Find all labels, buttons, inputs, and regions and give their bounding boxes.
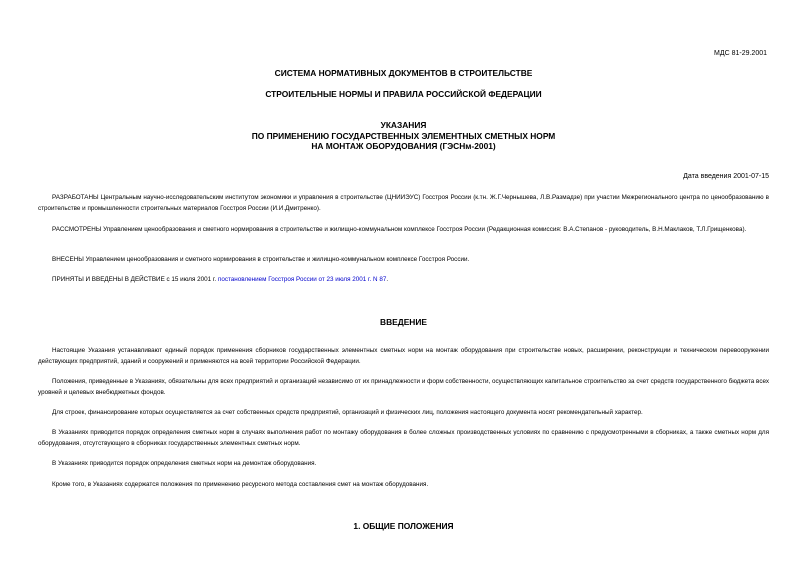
adopted-suffix: . xyxy=(386,276,389,283)
submitted-paragraph: ВНЕСЕНЫ Управлением ценообразования и сметного нормирования в строительстве и жилищно-коммунальном комплексе Госстроя России. xyxy=(52,256,470,263)
reviewed-paragraph: РАССМОТРЕНЫ Управлением ценообразования и сметного нормирования в строительстве и жилищно-коммунальном комплексе Госстроя России (Редакционная комиссия: В.А.Степанов - руководитель, В.Н.Маклаков, Т.Л.Грищенкова). xyxy=(52,226,747,233)
introduction-date: Дата введения 2001-07-15 xyxy=(683,173,769,180)
decree-link[interactable]: постановлением Госстроя России от 23 июля 2001 г. N 87 xyxy=(217,276,387,283)
intro-paragraph: В Указаниях приводится порядок определения сметных норм на демонтаж оборудования. xyxy=(52,460,317,467)
introduction-heading: ВВЕДЕНИЕ xyxy=(380,317,427,327)
intro-paragraph: Для строек, финансирование которых осуществляется за счет собственных средств предприятий, организаций и физических лиц, положения настоящего документа носят рекомендательный характер. xyxy=(52,409,643,416)
document-title xyxy=(0,120,807,152)
intro-paragraph: Кроме того, в Указаниях содержатся положения по применению ресурсного метода составления смет на монтаж оборудования. xyxy=(52,481,429,488)
document-code: МДС 81-29.2001 xyxy=(714,50,767,57)
snip-title: СТРОИТЕЛЬНЫЕ НОРМЫ И ПРАВИЛА РОССИЙСКОЙ ФЕДЕРАЦИИ xyxy=(265,89,542,99)
title-line-3: НА МОНТАЖ ОБОРУДОВАНИЯ (ГЭСНм-2001) xyxy=(311,141,496,151)
system-title: СИСТЕМА НОРМАТИВНЫХ ДОКУМЕНТОВ В СТРОИТЕЛЬСТВЕ xyxy=(274,68,533,78)
adopted-prefix: ПРИНЯТЫ И ВВЕДЕНЫ В ДЕЙСТВИЕ с 15 июля 2001 г. xyxy=(52,276,218,283)
adopted-paragraph xyxy=(38,275,769,286)
title-line-2: ПО ПРИМЕНЕНИЮ ГОСУДАРСТВЕННЫХ ЭЛЕМЕНТНЫХ СМЕТНЫХ НОРМ xyxy=(251,130,556,141)
section-1-heading: 1. ОБЩИЕ ПОЛОЖЕНИЯ xyxy=(353,521,454,531)
developed-paragraph: РАЗРАБОТАНЫ Центральным научно-исследовательским институтом экономики и управления в строительстве (ЦНИИЭУС) Госстроя России (к.тн. Ж.Г.Чернышева, Л.В.Размадзе) при участии Межрегионального центра по ценообразованию в строительстве и промышленности строительных материалов Госстроя России (И.И.Дмитренко). xyxy=(38,194,769,212)
intro-paragraph: Положения, приведенные в Указаниях, обязательны для всех предприятий и организаций независимо от их принадлежности и форм собственности, осуществляющих капитальное строительство за счет средств государственного бюджета всех уровней и целевых внебюджетных фондов. xyxy=(38,378,769,396)
title-line-1: УКАЗАНИЯ xyxy=(380,120,427,130)
intro-paragraph: В Указаниях приводится порядок определения сметных норм в случаях выполнения работ по монтажу оборудования в более сложных производственных условиях по сравнению с предусмотренными в сборниках, а также сметных норм для оборудования, отсутствующего в сборниках государственных элементных сметных норм. xyxy=(38,429,769,447)
intro-paragraph: Настоящие Указания устанавливают единый порядок применения сборников государственных элементных сметных норм на монтаж оборудования при строительстве новых, расширении, реконструкции и техническом перевооружении действующих предприятий, зданий и сооружений и применяются на всей территории Российской Федерации. xyxy=(38,347,769,365)
